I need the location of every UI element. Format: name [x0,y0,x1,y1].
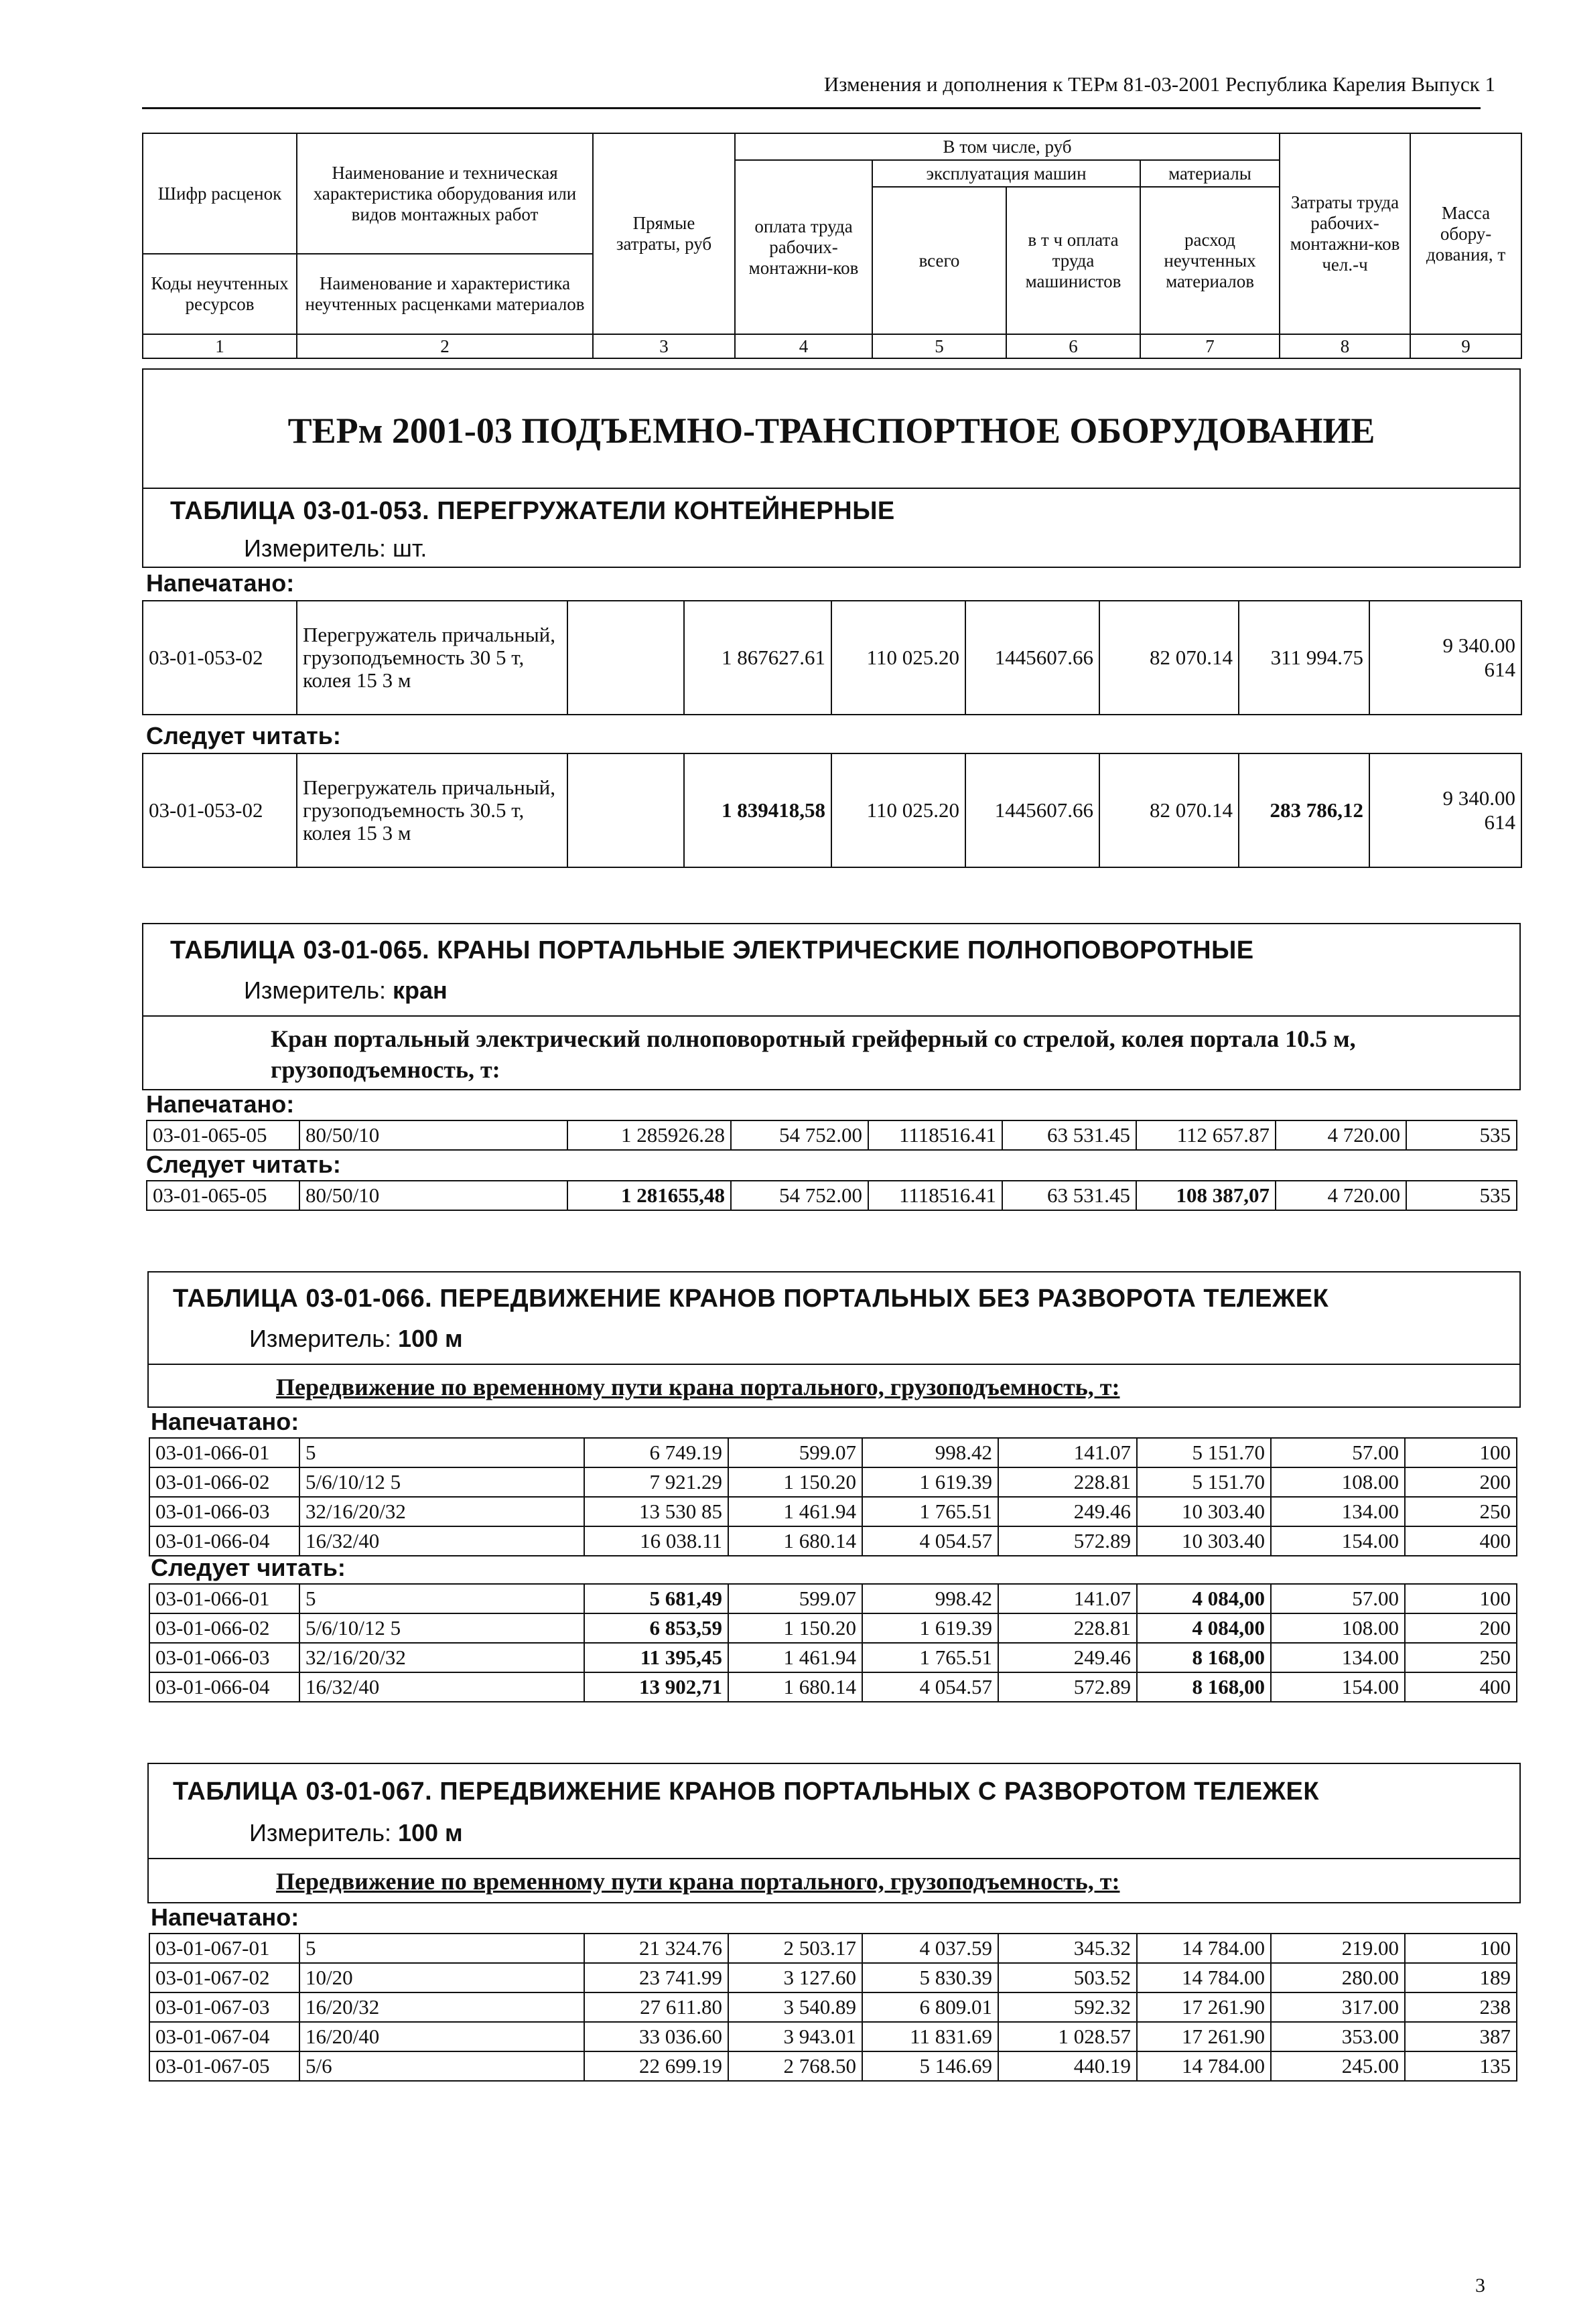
cell-operator-pay: 572.89 [998,1526,1137,1556]
cell-labor-pay: 1 680.14 [728,1672,862,1702]
cell-labor-hours: 353.00 [1271,2022,1405,2051]
cell-mass: 250 [1405,1643,1517,1672]
cell-labor-pay: 110 025.20 [831,753,965,867]
table-066-title: ТАБЛИЦА 03-01-066. ПЕРЕДВИЖЕНИЕ КРАНОВ ПОРТАЛЬНЫХ БЕЗ РАЗВОРОТА ТЕЛЕЖЕК [173,1285,1329,1313]
cell-direct-cost: 1 867627.61 [684,601,831,715]
cell-operator-pay: 592.32 [998,1992,1137,2022]
table-065-desc: Кран портальный электрический полноповоротный грейферный со стрелой, колея портала 10.5 м, грузоподъемность, т: [271,1025,1356,1083]
cell-materials: 5 151.70 [1137,1438,1271,1467]
table-066-header [147,1271,1521,1365]
row-code: 03-01-067-02 [149,1963,299,1992]
cell-operator-pay: 503.52 [998,1963,1137,1992]
cell-operator-pay: 345.32 [998,1934,1137,1963]
table-row [149,1526,1517,1556]
cell-operator-pay: 572.89 [998,1672,1137,1702]
cell-machine-total: 1 619.39 [862,1613,998,1643]
cell-mass: 189 [1405,1963,1517,1992]
table-067-title: ТАБЛИЦА 03-01-067. ПЕРЕДВИЖЕНИЕ КРАНОВ ПОРТАЛЬНЫХ С РАЗВОРОТОМ ТЕЛЕЖЕК [173,1777,1320,1806]
col-zatraty: Затраты труда рабочих-монтажни-ков чел.-ч [1280,133,1410,334]
header-rule [142,107,1481,109]
cell-direct-cost: 21 324.76 [584,1934,728,1963]
cell-machine-total: 1 765.51 [862,1643,998,1672]
cell-labor-pay: 1 680.14 [728,1526,862,1556]
cell-labor-hours: 108.00 [1271,1467,1405,1497]
col-kody: Коды неучтенных ресурсов [143,254,297,334]
col-num: 7 [1140,334,1280,358]
table-row [147,1181,1517,1210]
cell-labor-pay: 2 503.17 [728,1934,862,1963]
row-code: 03-01-067-04 [149,2022,299,2051]
row-name: 80/50/10 [299,1181,567,1210]
cell-operator-pay: 141.07 [998,1584,1137,1613]
table-row [149,1934,1517,1963]
printed-label: Напечатано: [151,1903,299,1931]
cell-materials: 5 151.70 [1137,1467,1271,1497]
table-065-header [142,923,1521,1017]
cell-labor-pay: 54 752.00 [731,1120,868,1150]
cell-materials: 4 084,00 [1137,1613,1271,1643]
row-code: 03-01-067-03 [149,1992,299,2022]
row-name: 32/16/20/32 [299,1497,584,1526]
table-065-printed [146,1120,1517,1151]
col-vsego: всего [872,187,1006,334]
cell-operator-pay: 228.81 [998,1613,1137,1643]
row-name: 16/32/40 [299,1526,584,1556]
row-name: 16/20/32 [299,1992,584,2022]
row-name: 10/20 [299,1963,584,1992]
cell-labor-hours: 57.00 [1271,1438,1405,1467]
cell-labor-hours: 57.00 [1271,1584,1405,1613]
cell-mass: 238 [1405,1992,1517,2022]
row-code: 03-01-053-02 [143,753,297,867]
cell-labor-hours: 280.00 [1271,1963,1405,1992]
cell-materials: 14 784.00 [1137,1934,1271,1963]
table-066-desc-box [147,1364,1521,1408]
cell-operator-pay: 82 070.14 [1099,601,1239,715]
cell-mass: 535 [1406,1181,1517,1210]
cell-materials: 17 261.90 [1137,1992,1271,2022]
table-053-title: ТАБЛИЦА 03-01-053. ПЕРЕГРУЖАТЕЛИ КОНТЕЙНЕРНЫЕ [170,497,895,525]
cell-labor-pay: 1 150.20 [728,1467,862,1497]
cell-materials: 10 303.40 [1137,1526,1271,1556]
row-name: 32/16/20/32 [299,1643,584,1672]
col-num: 1 [143,334,297,358]
section-title: ТЕРм 2001-03 ПОДЪЕМНО-ТРАНСПОРТНОЕ ОБОРУДОВАНИЕ [287,411,1375,451]
col-naim1: Наименование и техническая характеристика оборудования или видов монтажных работ [297,133,593,254]
row-name: 5 [299,1934,584,1963]
row-code: 03-01-066-04 [149,1526,299,1556]
row-code: 03-01-065-05 [147,1120,299,1150]
cell-operator-pay: 141.07 [998,1438,1137,1467]
cell-materials: 17 261.90 [1137,2022,1271,2051]
row-code: 03-01-066-02 [149,1467,299,1497]
cell-labor-hours: 154.00 [1271,1672,1405,1702]
cell-materials: 112 657.87 [1136,1120,1276,1150]
col-num: 6 [1006,334,1140,358]
table-053-unit: Измеритель: шт. [244,534,427,562]
cell-direct-cost: 13 902,71 [584,1672,728,1702]
cell-labor-hours: 4 720.00 [1276,1120,1406,1150]
cell-machine-total: 4 054.57 [862,1672,998,1702]
cell-operator-pay: 249.46 [998,1497,1137,1526]
cell-labor-pay: 3 127.60 [728,1963,862,1992]
table-066-unit: Измеритель: 100 м [249,1325,463,1352]
printed-label: Напечатано: [146,1090,295,1118]
col-materialy: материалы [1140,160,1280,187]
col-pryamye: Прямые затраты, руб [593,133,735,334]
cell-machine-total: 1118516.41 [868,1120,1002,1150]
cell-machine-total: 998.42 [862,1584,998,1613]
row-code: 03-01-067-01 [149,1934,299,1963]
cell-operator-pay: 1 028.57 [998,2022,1137,2051]
table-053-read [142,753,1522,868]
cell-materials: 108 387,07 [1136,1181,1276,1210]
read-as-label: Следует читать: [146,722,341,749]
row-name: 16/20/40 [299,2022,584,2051]
printed-label: Напечатано: [151,1408,299,1435]
cell-materials: 14 784.00 [1137,2051,1271,2081]
table-067-header [147,1763,1521,1859]
table-row [149,1992,1517,2022]
row-code: 03-01-065-05 [147,1181,299,1210]
col-naim2: Наименование и характеристика неучтенных расценками материалов [297,254,593,334]
col-num: 3 [593,334,735,358]
cell-direct-cost: 33 036.60 [584,2022,728,2051]
row-code: 03-01-066-01 [149,1584,299,1613]
cell-direct-cost: 1 839418,58 [684,753,831,867]
row-name: Перегружатель причальный, грузоподъемность 30 5 т, колея 15 3 м [297,601,567,715]
cell-mass: 387 [1405,2022,1517,2051]
cell-labor-pay: 1 150.20 [728,1613,862,1643]
cell-mass: 200 [1405,1467,1517,1497]
table-row [149,1497,1517,1526]
cell-machine-total: 1445607.66 [965,601,1099,715]
row-name: 16/32/40 [299,1672,584,1702]
col-num: 9 [1410,334,1521,358]
cell-labor-hours: 134.00 [1271,1643,1405,1672]
cell-labor-pay: 1 461.94 [728,1497,862,1526]
table-065-read [146,1180,1517,1211]
table-053-printed [142,600,1522,715]
col-v-tom-chisle: В том числе, руб [735,133,1280,160]
cell-mass: 100 [1405,1934,1517,1963]
cell-materials: 4 084,00 [1137,1584,1271,1613]
cell-labor-hours: 245.00 [1271,2051,1405,2081]
cell-machine-total: 4 037.59 [862,1934,998,1963]
table-row [149,2051,1517,2081]
table-066-read [149,1583,1517,1702]
cell-direct-cost: 27 611.80 [584,1992,728,2022]
cell-mass: 250 [1405,1497,1517,1526]
cell-operator-pay: 249.46 [998,1643,1137,1672]
cell-direct-cost: 22 699.19 [584,2051,728,2081]
cell-operator-pay: 82 070.14 [1099,753,1239,867]
column-header-table [142,133,1522,359]
table-065-unit: Измеритель: кран [244,976,448,1004]
row-name: 5 [299,1438,584,1467]
printed-label: Напечатано: [146,569,295,597]
cell-direct-cost: 16 038.11 [584,1526,728,1556]
cell-machine-total: 1 619.39 [862,1467,998,1497]
cell-materials: 283 786,12 [1239,753,1369,867]
cell-labor-pay: 2 768.50 [728,2051,862,2081]
table-067-desc-box [147,1858,1521,1903]
cell-labor-pay: 599.07 [728,1438,862,1467]
cell-labor-pay: 1 461.94 [728,1643,862,1672]
read-as-label: Следует читать: [146,1151,341,1178]
cell-materials: 14 784.00 [1137,1963,1271,1992]
read-as-label: Следует читать: [151,1554,346,1581]
table-row [143,601,1521,715]
table-row [149,1467,1517,1497]
table-066-printed [149,1437,1517,1556]
col-ekspl: эксплуатация машин [872,160,1140,187]
col-massa: Масса обору-дования, т [1410,133,1521,334]
col-oplata: оплата труда рабочих-монтажни-ков [735,160,872,334]
cell-machine-total: 998.42 [862,1438,998,1467]
cell-labor-hours: 9 340.00614 [1369,753,1521,867]
row-name: 80/50/10 [299,1120,567,1150]
cell-direct-cost: 11 395,45 [584,1643,728,1672]
col-num: 5 [872,334,1006,358]
table-066-desc: Передвижение по временному пути крана портального, грузоподъемность, т: [276,1374,1120,1400]
cell-operator-pay: 440.19 [998,2051,1137,2081]
col-vtch: в т ч оплата труда машинистов [1006,187,1140,334]
running-header: Изменения и дополнения к ТЕРм 81-03-2001 Республика Карелия Выпуск 1 [823,72,1495,96]
cell-direct-cost: 6 749.19 [584,1438,728,1467]
cell-operator-pay: 228.81 [998,1467,1137,1497]
table-row [149,1963,1517,1992]
row-name: 5/6/10/12 5 [299,1467,584,1497]
cell-mass: 400 [1405,1526,1517,1556]
cell-labor-pay: 3 540.89 [728,1992,862,2022]
cell-direct-cost: 13 530 85 [584,1497,728,1526]
col-rashod: расход неучтенных материалов [1140,187,1280,334]
table-067-desc: Передвижение по временному пути крана портального, грузоподъемность, т: [276,1868,1120,1895]
col-num: 2 [297,334,593,358]
cell-labor-hours: 317.00 [1271,1992,1405,2022]
cell-direct-cost: 23 741.99 [584,1963,728,1992]
table-row [149,1643,1517,1672]
cell-labor-pay: 3 943.01 [728,2022,862,2051]
row-name: Перегружатель причальный, грузоподъемность 30.5 т, колея 15 3 м [297,753,567,867]
cell-operator-pay: 63 531.45 [1002,1120,1136,1150]
table-row [149,2022,1517,2051]
table-067-unit: Измеритель: 100 м [249,1819,463,1846]
cell-labor-hours: 9 340.00614 [1369,601,1521,715]
cell-direct-cost: 6 853,59 [584,1613,728,1643]
table-row [143,753,1521,867]
cell-direct-cost: 1 281655,48 [567,1181,731,1210]
cell-machine-total: 5 146.69 [862,2051,998,2081]
column-number-row [143,334,1521,358]
cell-mass: 135 [1405,2051,1517,2081]
cell-labor-pay: 54 752.00 [731,1181,868,1210]
cell-machine-total: 4 054.57 [862,1526,998,1556]
table-row [149,1672,1517,1702]
row-code: 03-01-066-02 [149,1613,299,1643]
cell-mass: 400 [1405,1672,1517,1702]
col-num: 8 [1280,334,1410,358]
cell-materials: 311 994.75 [1239,601,1369,715]
row-code: 03-01-066-03 [149,1643,299,1672]
cell-labor-pay: 110 025.20 [831,601,965,715]
table-067-printed [149,1933,1517,2082]
cell-operator-pay: 63 531.45 [1002,1181,1136,1210]
cell-machine-total: 1118516.41 [868,1181,1002,1210]
cell-labor-hours: 219.00 [1271,1934,1405,1963]
cell-labor-hours: 134.00 [1271,1497,1405,1526]
cell-machine-total: 11 831.69 [862,2022,998,2051]
cell-labor-hours: 154.00 [1271,1526,1405,1556]
cell-machine-total: 1445607.66 [965,753,1099,867]
cell-direct-cost: 1 285926.28 [567,1120,731,1150]
cell-direct-cost: 7 921.29 [584,1467,728,1497]
cell-materials: 10 303.40 [1137,1497,1271,1526]
row-code: 03-01-066-04 [149,1672,299,1702]
table-065-title: ТАБЛИЦА 03-01-065. КРАНЫ ПОРТАЛЬНЫЕ ЭЛЕКТРИЧЕСКИЕ ПОЛНОПОВОРОТНЫЕ [170,936,1254,964]
table-row [147,1120,1517,1150]
table-row [149,1584,1517,1613]
col-shifr: Шифр расценок [143,133,297,254]
row-code: 03-01-067-05 [149,2051,299,2081]
page-number: 3 [1475,2274,1485,2297]
section-title-box [142,368,1521,489]
cell-mass: 100 [1405,1438,1517,1467]
table-053-header [142,488,1521,568]
cell-machine-total: 1 765.51 [862,1497,998,1526]
row-name: 5/6/10/12 5 [299,1613,584,1643]
cell-mass: 100 [1405,1584,1517,1613]
cell-machine-total: 5 830.39 [862,1963,998,1992]
row-code: 03-01-066-01 [149,1438,299,1467]
row-code: 03-01-066-03 [149,1497,299,1526]
cell-direct-cost: 5 681,49 [584,1584,728,1613]
cell-labor-hours: 4 720.00 [1276,1181,1406,1210]
col-num: 4 [735,334,872,358]
row-name: 5 [299,1584,584,1613]
cell-machine-total: 6 809.01 [862,1992,998,2022]
row-name: 5/6 [299,2051,584,2081]
cell-labor-hours: 108.00 [1271,1613,1405,1643]
table-row [149,1613,1517,1643]
cell-materials: 8 168,00 [1137,1643,1271,1672]
cell-labor-pay: 599.07 [728,1584,862,1613]
cell-mass: 535 [1406,1120,1517,1150]
row-code: 03-01-053-02 [143,601,297,715]
cell-mass: 200 [1405,1613,1517,1643]
table-065-desc-box [142,1015,1521,1090]
cell-materials: 8 168,00 [1137,1672,1271,1702]
table-row [149,1438,1517,1467]
